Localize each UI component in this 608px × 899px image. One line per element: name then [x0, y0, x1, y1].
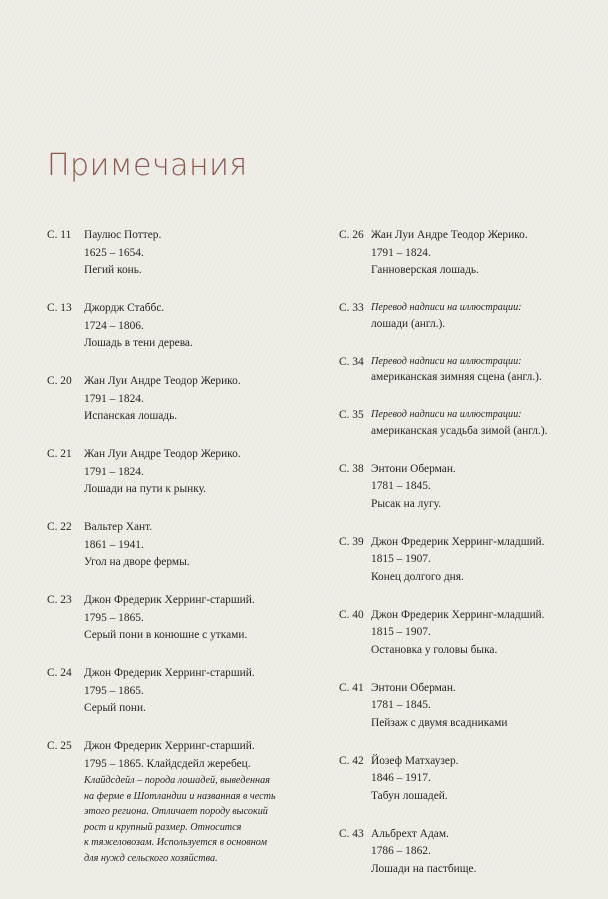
note-body: [84, 227, 317, 280]
note-body: [371, 354, 599, 387]
note-line: Серый пони в конюшне с утками.: [84, 629, 248, 641]
note-line: американская зимняя сцена (англ.).: [371, 371, 542, 384]
note-body: [371, 607, 599, 660]
note-body: [371, 680, 599, 733]
note-page-number: С. 41: [339, 681, 364, 694]
note-line: лошади (англ.).: [371, 317, 446, 330]
note-page-number: С. 35: [339, 409, 364, 422]
note-body: [371, 826, 599, 879]
note-page-number: С. 25: [47, 740, 72, 752]
note-item: [47, 373, 317, 426]
note-italic-line: для нужд сельского хозяйства.: [84, 852, 218, 864]
note-page-number: С. 34: [339, 355, 364, 368]
note-body: [84, 519, 317, 572]
note-item: [47, 665, 317, 718]
note-line: 1791 – 1824.: [84, 392, 144, 405]
note-line: 1625 – 1654.: [84, 246, 144, 259]
note-line: 1795 – 1865.: [84, 611, 144, 624]
note-line: Энтони Оберман.: [371, 462, 456, 475]
page-title: Примечания: [47, 148, 248, 184]
note-page-number: С. 38: [339, 462, 364, 475]
note-body: [84, 373, 317, 426]
note-line: Жан Луи Андре Теодор Жерико.: [84, 448, 241, 460]
note-line: 1791 – 1824.: [84, 465, 144, 478]
note-line: 1861 – 1941.: [84, 538, 144, 551]
note-line: Табун лошадей.: [371, 789, 448, 802]
note-item: [339, 300, 599, 333]
note-body: [84, 300, 317, 353]
note-line: Паулюс Поттер.: [84, 229, 162, 241]
note-item: [339, 354, 599, 387]
note-page-number: С. 40: [339, 608, 364, 621]
note-body: [371, 407, 599, 440]
note-page-number: С. 24: [47, 667, 72, 679]
note-line: Джон Фредерик Херринг-младший.: [371, 535, 545, 548]
note-line: Джон Фредерик Херринг-младший.: [371, 608, 545, 621]
note-line: Лошади на пути к рынку.: [84, 483, 207, 495]
note-page-number: С. 26: [339, 229, 364, 241]
note-line: Испанская лошадь.: [84, 410, 178, 422]
note-line: Жан Луи Андре Теодор Жерико.: [371, 229, 528, 241]
note-item: [339, 607, 599, 660]
note-item: [47, 446, 317, 499]
note-item: [47, 227, 317, 280]
note-item: [47, 300, 317, 353]
note-italic-line: этого региона. Отличает породу высокий: [84, 806, 268, 818]
note-page-number: С. 11: [47, 229, 72, 241]
note-body: [371, 534, 599, 587]
note-italic-line: Перевод надписи на иллюстрации:: [371, 355, 522, 367]
note-line: Вальтер Хант.: [84, 521, 153, 533]
note-line: Лошадь в тени дерева.: [84, 337, 193, 349]
note-line: 1791 – 1824.: [371, 246, 431, 259]
note-line: 1781 – 1845.: [371, 699, 431, 712]
note-italic-line: Перевод надписи на иллюстрации:: [371, 302, 522, 313]
note-line: 1786 – 1862.: [371, 845, 431, 858]
note-page-number: С. 39: [339, 535, 364, 548]
note-item: [339, 680, 599, 733]
note-body: [84, 738, 317, 867]
note-line: 1795 – 1865. Клайдсдейл жеребец.: [84, 757, 251, 770]
note-item: [47, 519, 317, 572]
note-item: [339, 753, 599, 806]
note-italic-line: Перевод надписи на иллюстрации:: [371, 409, 522, 421]
note-line: Альбрехт Адам.: [371, 827, 449, 840]
note-line: американская усадьба зимой (англ.).: [371, 424, 548, 437]
note-line: 1846 – 1917.: [371, 772, 431, 785]
note-page-number: С. 22: [47, 521, 72, 533]
note-line: Йозеф Матхаузер.: [371, 754, 459, 767]
note-line: 1815 – 1907.: [371, 553, 431, 566]
note-line: Лошади на пастбище.: [371, 862, 477, 875]
note-page-number: С. 23: [47, 594, 72, 606]
note-page-number: С. 42: [339, 754, 364, 767]
notes-column-right: [339, 227, 599, 899]
note-body: [371, 461, 599, 514]
note-item: [339, 227, 599, 280]
note-italic-line: Клайдсдейл – порода лошадей, выведенная: [84, 775, 270, 786]
notes-column-left: [47, 227, 317, 887]
note-line: 1781 – 1845.: [371, 480, 431, 493]
note-page-number: С. 43: [339, 827, 364, 840]
note-line: Серый пони.: [84, 702, 146, 714]
note-line: 1815 – 1907.: [371, 626, 431, 639]
note-page-number: С. 33: [339, 302, 364, 314]
note-body: [84, 446, 317, 499]
note-line: Пегий конь.: [84, 264, 142, 276]
note-line: Джордж Стаббс.: [84, 302, 165, 314]
note-line: Джон Фредерик Херринг-старший.: [84, 667, 255, 679]
note-line: Конец долгого дня.: [371, 570, 464, 583]
note-line: Джон Фредерик Херринг-старший.: [84, 594, 255, 606]
note-line: 1795 – 1865.: [84, 684, 144, 697]
note-line: Пейзаж с двумя всадниками: [371, 716, 508, 729]
note-page-number: С. 13: [47, 302, 72, 314]
note-page-number: С. 20: [47, 375, 72, 387]
note-item: [339, 461, 599, 514]
note-item: [47, 738, 317, 867]
note-line: Угол на дворе фермы.: [84, 556, 190, 568]
note-line: Джон Фредерик Херринг-старший.: [84, 740, 255, 752]
note-body: [371, 300, 599, 333]
note-line: Жан Луи Андре Теодор Жерико.: [84, 375, 241, 387]
note-italic-line: к тяжеловозам. Используется в основном: [84, 837, 267, 849]
note-body: [371, 753, 599, 806]
note-line: Ганноверская лошадь.: [371, 264, 479, 276]
note-item: [339, 534, 599, 587]
note-page-number: С. 21: [47, 448, 72, 460]
note-item: [339, 826, 599, 879]
note-body: [84, 592, 317, 645]
note-italic-line: на ферме в Шотландии и названная в честь: [84, 790, 276, 802]
note-line: Рысак на лугу.: [371, 497, 442, 510]
note-line: Энтони Оберман.: [371, 681, 456, 694]
note-item: [47, 592, 317, 645]
note-item: [339, 407, 599, 440]
note-line: Остановка у головы быка.: [371, 643, 498, 656]
note-body: [84, 665, 317, 718]
note-body: [371, 227, 599, 280]
note-italic-line: рост и крупный размер. Относится: [84, 821, 242, 833]
note-line: 1724 – 1806.: [84, 319, 144, 332]
